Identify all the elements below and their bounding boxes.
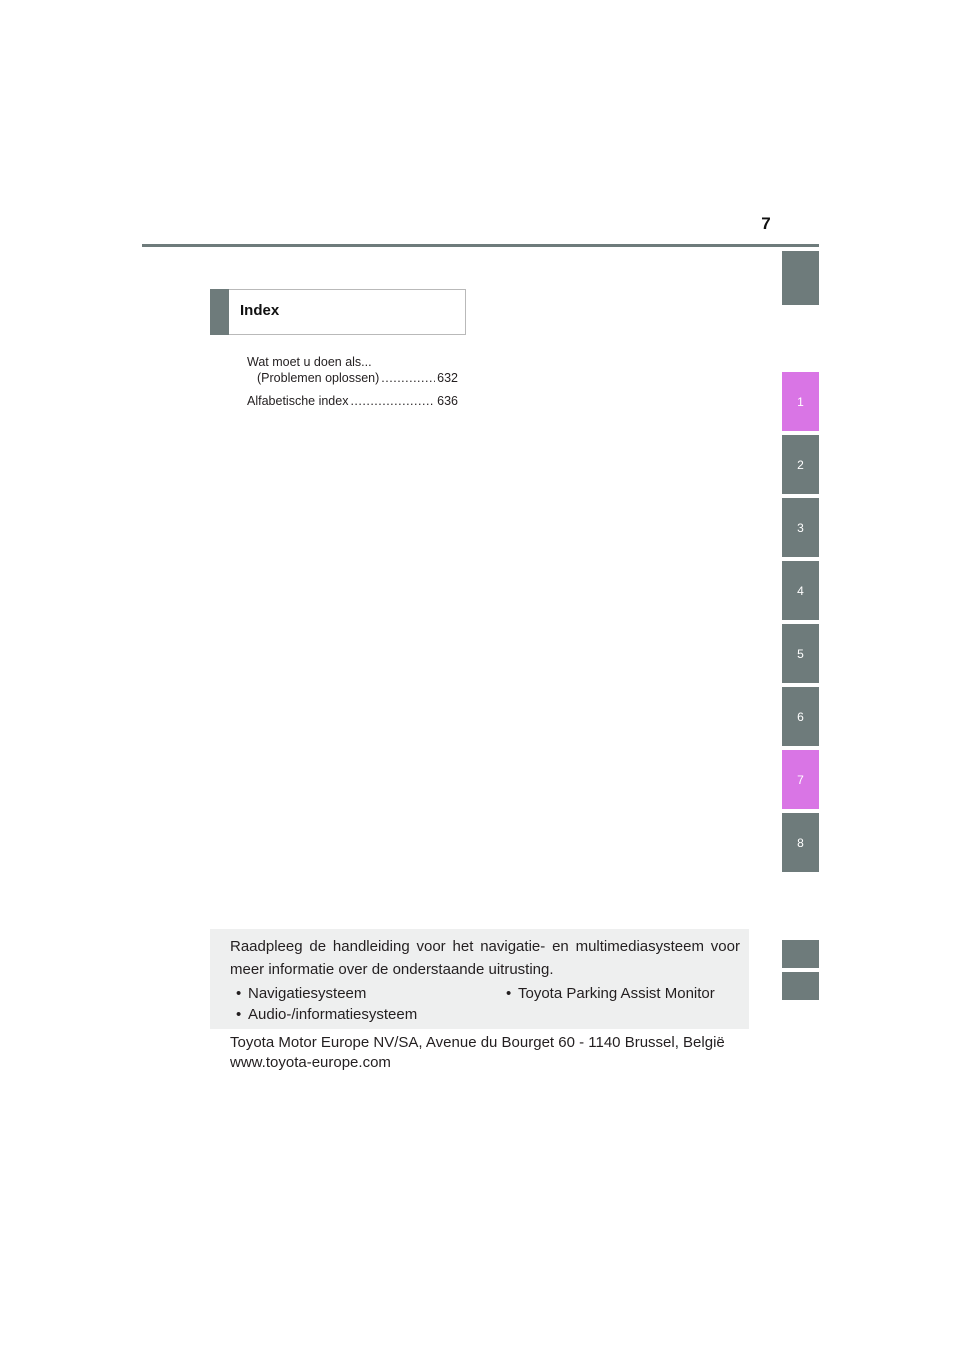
chapter-tab-2[interactable]: 2 <box>782 435 819 494</box>
list-item: • Toyota Parking Assist Monitor <box>506 983 746 1004</box>
toc-entry-alphabetical-index[interactable] <box>247 393 458 409</box>
chapter-tab-7[interactable]: 7 <box>782 750 819 809</box>
toc-leader-dots <box>350 393 435 409</box>
chapter-tab-blank[interactable] <box>782 251 819 305</box>
side-block-lower <box>782 972 819 1000</box>
index-header-box <box>210 289 466 335</box>
toc-entry-subtitle: (Problemen oplossen) <box>257 371 380 385</box>
info-panel <box>210 929 749 1029</box>
chapter-tab-6[interactable]: 6 <box>782 687 819 746</box>
list-item: • Navigatiesysteem <box>236 983 496 1004</box>
footer-address: Toyota Motor Europe NV/SA, Avenue du Bourget 60 - 1140 Brussel, België <box>230 1034 725 1051</box>
list-item: • Audio-/informatiesysteem <box>236 1004 496 1025</box>
toc-page-number: 636 <box>437 394 458 408</box>
toc-entry-title: Alfabetische index <box>247 394 349 408</box>
side-block-upper <box>782 940 819 968</box>
index-title: Index <box>240 302 280 319</box>
chapter-tab-5[interactable]: 5 <box>782 624 819 683</box>
footer <box>230 1033 745 1073</box>
toc-entry-title: Wat moet u doen als... <box>247 355 372 369</box>
chapter-tab-8[interactable]: 8 <box>782 813 819 872</box>
info-list-right <box>506 983 746 1004</box>
header-rule <box>142 244 819 247</box>
footer-website-link[interactable]: www.toyota-europe.com <box>230 1054 391 1071</box>
chapter-tab-1[interactable]: 1 <box>782 372 819 431</box>
index-header-bar <box>210 289 229 335</box>
toc-leader-dots <box>381 370 435 386</box>
toc-entry-troubleshooting[interactable] <box>247 354 458 386</box>
chapter-tab-3[interactable]: 3 <box>782 498 819 557</box>
toc-page-number: 632 <box>437 371 458 385</box>
chapter-tab-4[interactable]: 4 <box>782 561 819 620</box>
info-list-left <box>236 983 496 1025</box>
page-number: 7 <box>761 214 771 233</box>
info-text: Raadpleeg de handleiding voor het navigatie- en multimediasysteem voor meer informatie over de onderstaande uitrusting. <box>230 938 740 978</box>
table-of-contents <box>247 354 458 416</box>
